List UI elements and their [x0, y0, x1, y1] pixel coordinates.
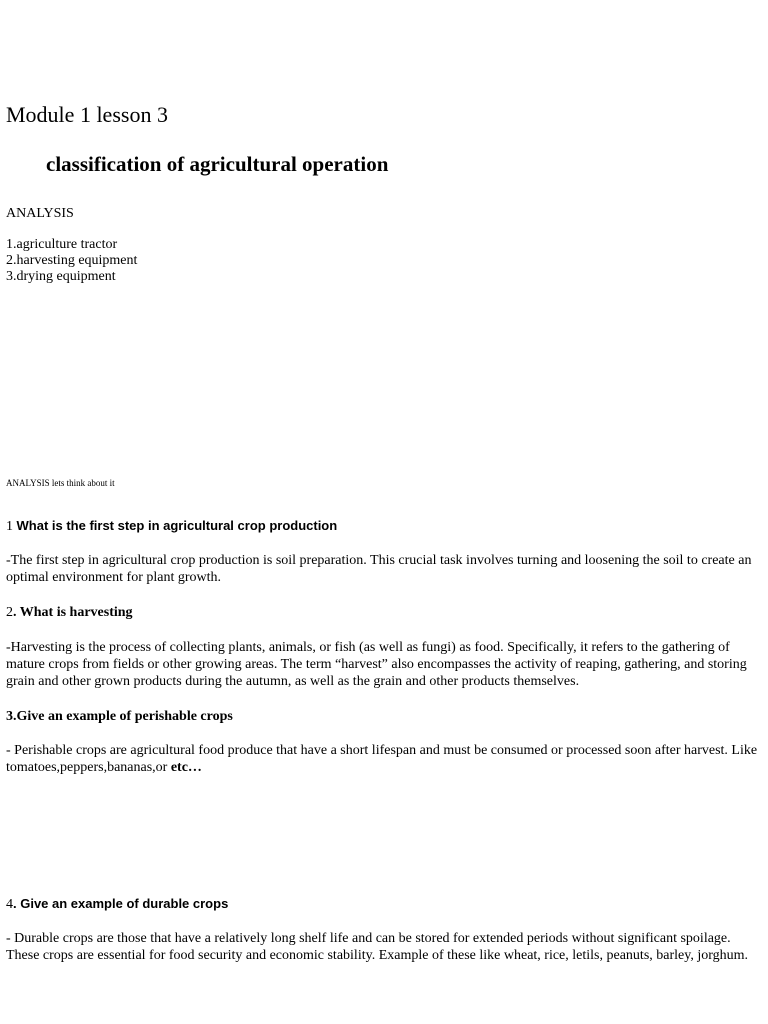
question-number: 1 [6, 519, 13, 534]
question-2 [6, 604, 133, 622]
analysis-list [6, 237, 137, 285]
analysis-label: ANALYSIS [6, 206, 74, 221]
question-number: 4 [6, 897, 13, 912]
question-text: 3.Give an example of perishable crops [6, 709, 233, 724]
list-item: 3.drying equipment [6, 269, 116, 284]
lesson-heading: classification of agricultural operation [46, 152, 389, 176]
answer-3 [6, 742, 758, 776]
question-number: 2 [6, 605, 13, 620]
answer-bold-tail: etc… [170, 760, 202, 775]
list-item: 1.agriculture tractor [6, 237, 118, 252]
analysis-note: ANALYSIS lets think about it [6, 478, 115, 488]
answer-4: - Durable crops are those that have a relatively long shelf life and can be stored for extended periods without significant spoilage. These crops are essential for food security and economic stability. Example of these like wheat, rice, letils, peanuts, barley, jorghum. [6, 931, 749, 963]
list-item: 2.harvesting equipment [6, 253, 138, 268]
question-1 [6, 517, 337, 536]
question-text: What is the first step in agricultural crop production [16, 518, 338, 533]
answer-2: -Harvesting is the process of collecting plants, animals, or fish (as well as fungi) as food. Specifically, it refers to the gathering of mature crops from fields or other growing areas. The term “harvest” also encompasses the activity of reaping, gathering, and storing grain and other grown products during the autumn, as well as the grain and other products themselves. [6, 640, 747, 689]
module-title: Module 1 lesson 3 [6, 102, 168, 127]
question-text: . Give an example of durable crops [13, 896, 229, 911]
question-3 [6, 708, 233, 726]
question-4 [6, 895, 228, 914]
answer-1: -The first step in agricultural crop production is soil preparation. This crucial task involves turning and loosening the soil to create an optimal environment for plant growth. [6, 553, 752, 585]
question-text: . What is harvesting [13, 605, 133, 620]
answer-text: - Perishable crops are agricultural food produce that have a short lifespan and must be consumed or processed soon after harvest. Like tomatoes,peppers,bananas,or [6, 743, 758, 775]
